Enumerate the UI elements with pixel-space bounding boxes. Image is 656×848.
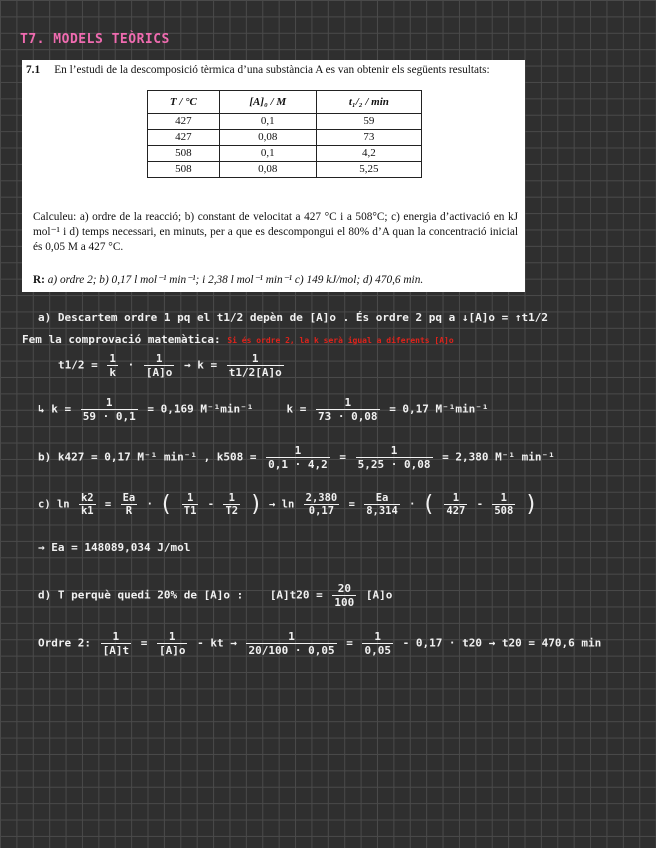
answer-text: a) ordre 2; b) 0,17 l mol⁻¹ min⁻¹; i 2,38 l mol⁻¹ min⁻¹ c) 149 kJ/mol; d) 470,6 min.	[47, 274, 424, 286]
denominator: k	[109, 366, 116, 379]
denominator: [A]t	[102, 644, 130, 657]
operator: ·	[409, 498, 416, 511]
numerator: 1	[109, 352, 116, 365]
numerator: 1	[492, 492, 515, 505]
table-cell: 4,2	[316, 146, 421, 162]
operator: ·	[127, 358, 135, 372]
fraction	[101, 630, 132, 657]
fraction	[364, 492, 400, 517]
numerator: 1	[101, 630, 132, 644]
eq2-lead: ↳ k =	[38, 402, 72, 416]
table-cell: 508	[148, 146, 220, 162]
eq-part-c	[38, 492, 538, 517]
numerator: 1	[81, 396, 138, 410]
table-row	[148, 114, 422, 130]
table-cell: 0,1	[219, 146, 316, 162]
numerator: 1	[444, 492, 467, 505]
problem-statement	[22, 60, 525, 292]
table-header-row	[148, 91, 422, 114]
numerator: 1	[227, 352, 284, 366]
note-ea: → Ea = 148089,034 J/mol	[38, 541, 191, 554]
eq4-lead: c) ln	[38, 498, 70, 511]
denominator: 59 · 0,1	[82, 410, 136, 423]
fraction	[316, 396, 380, 423]
table-cell: 5,25	[316, 162, 421, 178]
numerator: 20	[332, 582, 356, 596]
table-cell: 73	[316, 130, 421, 146]
table-row	[148, 146, 422, 162]
table-header: t₁/₂ / min	[316, 91, 421, 114]
problem-answer	[33, 273, 518, 288]
numerator: 1	[182, 492, 199, 505]
result: = 0,17 M⁻¹min⁻¹	[389, 402, 489, 416]
eq1-lhs: t1/2 =	[58, 358, 98, 372]
operator: =	[140, 636, 148, 650]
table-header: [A]₀ / M	[219, 91, 316, 114]
eq-half-life	[58, 352, 287, 379]
eq-k-values	[38, 396, 489, 423]
problem-intro-text: En l’estudi de la descomposició tèrmica d’una substància A es van obtenir els següents resultats:	[54, 64, 490, 76]
numerator: 1	[356, 444, 433, 458]
note-d	[38, 582, 392, 609]
operator: =	[348, 498, 355, 511]
numerator: Ea	[122, 492, 136, 504]
eq5-mid: - kt →	[197, 636, 237, 650]
eq-part-b	[38, 444, 555, 471]
fraction	[157, 630, 188, 657]
denominator: 5,25 · 0,08	[357, 458, 431, 471]
problem-intro	[26, 63, 521, 78]
fraction	[79, 492, 96, 517]
note-a: a) Descartem ordre 1 pq el t1/2 depèn de [A]o . És ordre 2 pq a ↓[A]o = ↑t1/2	[38, 311, 548, 324]
fraction	[492, 492, 515, 517]
note-verify	[22, 333, 454, 346]
fraction	[227, 352, 284, 379]
arrow: → ln	[269, 498, 295, 511]
d-tail: [A]o	[365, 588, 393, 602]
eq3-lead: b) k427 = 0,17 M⁻¹ min⁻¹ , k508 =	[38, 450, 257, 464]
denominator: [A]o	[145, 366, 173, 379]
eq5-tail: - 0,17 · t20 → t20 = 470,6 min	[402, 636, 602, 650]
eq-order-2	[38, 630, 601, 657]
paren-close: )	[249, 492, 263, 517]
eq2-k: k =	[286, 402, 307, 416]
denominator: t1/2[A]o	[228, 366, 282, 379]
operator: =	[104, 498, 112, 511]
table-row	[148, 162, 422, 178]
denominator: 73 · 0,08	[317, 410, 378, 423]
denominator: 8,314	[366, 505, 398, 517]
problem-questions: Calculeu: a) ordre de la reacció; b) constant de velocitat a 427 °C i a 508°C; c) energia d’activació en kJ mol⁻¹ i d) temps necessari, en minuts, per a que es descompongui el 80% d’A quan la concentració inicial és 0,05 M a 427 °C.	[33, 211, 518, 253]
fraction	[332, 582, 356, 609]
eq1-k: k =	[197, 358, 218, 372]
fraction	[182, 492, 199, 517]
fraction	[121, 492, 138, 517]
fraction	[223, 492, 240, 517]
numerator: k2	[80, 492, 94, 504]
numerator: 1	[223, 492, 240, 505]
paren-close: )	[524, 492, 538, 517]
numerator: 1	[246, 630, 336, 644]
denominator: k1	[80, 505, 94, 517]
table-header: T / °C	[148, 91, 220, 114]
d-rhs: [A]t20 =	[269, 588, 323, 602]
denominator: T1	[183, 505, 197, 517]
numerator: 1	[316, 396, 380, 410]
operator: =	[339, 450, 347, 464]
operator: =	[346, 636, 353, 650]
data-table	[147, 90, 422, 178]
numerator: 1	[144, 352, 175, 366]
table-cell: 427	[148, 114, 220, 130]
denominator: 0,17	[308, 505, 335, 517]
verify-prefix: Fem la comprovació matemàtica:	[22, 333, 221, 346]
fraction	[362, 630, 393, 657]
fraction	[304, 492, 340, 517]
problem-number: 7.1	[26, 64, 41, 76]
paren-open: (	[421, 492, 436, 517]
table-row	[148, 130, 422, 146]
result: = 2,380 M⁻¹ min⁻¹	[442, 450, 555, 464]
operator: ·	[146, 498, 153, 511]
table-cell: 427	[148, 130, 220, 146]
numerator: 2,380	[305, 492, 338, 504]
fraction	[144, 352, 175, 379]
fraction	[356, 444, 433, 471]
table-cell: 59	[316, 114, 421, 130]
numerator: 1	[362, 630, 393, 644]
numerator: 1	[266, 444, 330, 458]
table-cell: 0,1	[219, 114, 316, 130]
fraction	[107, 352, 118, 379]
table-cell: 508	[148, 162, 220, 178]
arrow: →	[184, 358, 191, 372]
denominator: R	[125, 505, 133, 517]
d-lead: d) T perquè quedi 20% de [A]o :	[38, 588, 244, 602]
verify-red-note: Si és ordre 2, la k serà igual a diferents [A]o	[227, 336, 454, 345]
numerator: 1	[157, 630, 188, 644]
denominator: 508	[494, 505, 514, 517]
denominator: T2	[225, 505, 239, 517]
operator: -	[476, 498, 484, 511]
fraction	[246, 630, 336, 657]
table-cell: 0,08	[219, 162, 316, 178]
table-cell: 0,08	[219, 130, 316, 146]
denominator: 20/100 · 0,05	[248, 644, 335, 657]
operator: -	[207, 498, 215, 511]
numerator: Ea	[364, 492, 400, 505]
answer-label: R:	[33, 274, 45, 286]
fraction	[266, 444, 330, 471]
fraction	[81, 396, 138, 423]
denominator: 100	[334, 596, 355, 609]
eq5-lead: Ordre 2:	[38, 636, 91, 650]
denominator: 427	[446, 505, 466, 517]
result: = 0,169 M⁻¹min⁻¹	[147, 402, 254, 416]
page-title: T7. MODELS TEÒRICS	[20, 32, 170, 47]
denominator: 0,1 · 4,2	[268, 458, 328, 471]
denominator: [A]o	[158, 644, 186, 657]
denominator: 0,05	[364, 644, 391, 657]
paren-open: (	[159, 492, 173, 517]
fraction	[444, 492, 467, 517]
